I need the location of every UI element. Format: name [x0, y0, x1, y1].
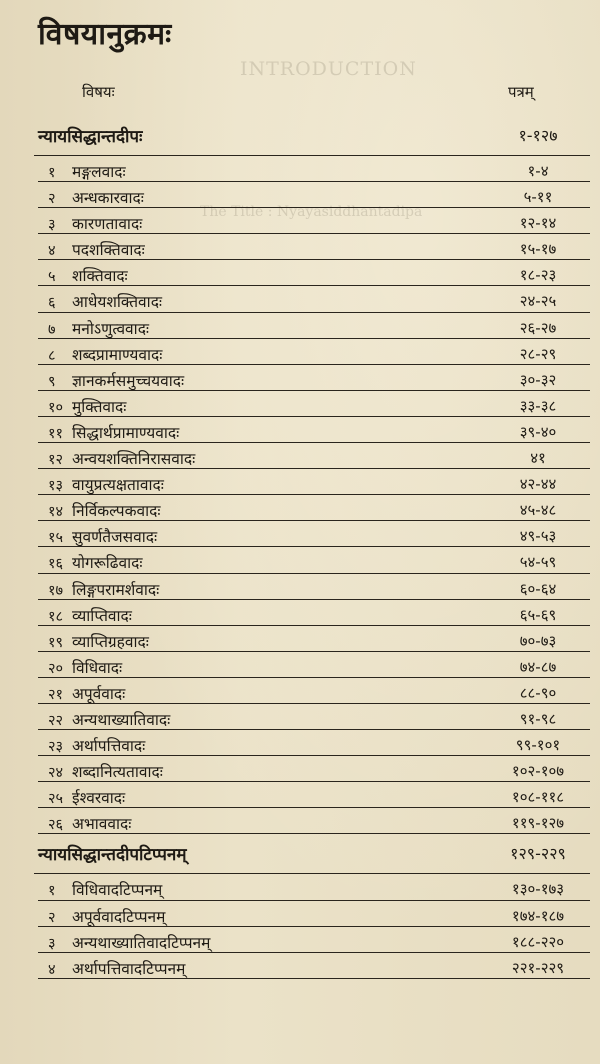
entry-number: १०: [48, 399, 64, 416]
entry-number: ३: [48, 217, 56, 234]
toc-entry: [0, 443, 600, 469]
subject-column-header: विषयः: [82, 83, 115, 101]
entry-number: ७: [48, 321, 56, 338]
entry-title: अर्थापत्तिवादटिप्पनम्: [72, 959, 186, 978]
section-heading: [0, 116, 600, 156]
entry-number: ४: [48, 243, 56, 260]
entry-title: आधेयशक्तिवादः: [72, 293, 163, 312]
entry-title: शक्तिवादः: [72, 267, 128, 286]
entry-title: अन्वयशक्तिनिरासवादः: [72, 450, 196, 469]
entry-pages: ५-११: [523, 188, 553, 207]
entry-number: २: [48, 191, 56, 208]
entry-title: सुवर्णतैजसवादः: [72, 528, 158, 547]
page-title: विषयानुक्रमः: [38, 17, 172, 52]
entry-pages: ९९-१०१: [515, 736, 561, 755]
toc-entry: [0, 286, 600, 312]
entry-pages: १८-२३: [519, 266, 557, 285]
entry-title: लिङ्गपरामर्शवादः: [72, 580, 160, 599]
entry-title: अर्थापत्तिवादः: [72, 737, 146, 756]
section-pages: १-१२७: [518, 126, 558, 145]
pages-column-header: पत्रम्: [508, 83, 534, 101]
toc-entry: [0, 704, 600, 730]
entry-number: ८: [48, 347, 56, 364]
entry-title: अन्धकारवादः: [72, 189, 144, 208]
entry-number: १४: [48, 504, 64, 521]
bleed-through-heading: INTRODUCTION: [240, 58, 417, 80]
entry-pages: ३९-४०: [519, 422, 557, 441]
entry-pages: ६५-६९: [519, 605, 557, 624]
entry-title: शब्दप्रामाण्यवादः: [72, 345, 163, 364]
toc-entry: [0, 808, 600, 834]
toc-entry: [0, 547, 600, 573]
entry-pages: ५४-५९: [519, 553, 557, 572]
section-pages: १२९-२२९: [510, 844, 566, 864]
entry-pages: ३०-३२: [519, 370, 557, 389]
toc-entry: [0, 521, 600, 547]
entry-title: वायुप्रत्यक्षतावादः: [72, 476, 164, 495]
entry-number: २२: [48, 712, 64, 729]
toc-entry: [0, 626, 600, 652]
entry-pages: ४५-४८: [519, 501, 557, 520]
toc-entry: [0, 730, 600, 756]
entry-pages: १२-१४: [519, 214, 557, 233]
entry-number: १६: [48, 556, 64, 573]
entry-title: अन्यथाख्यातिवादटिप्पनम्: [72, 933, 211, 952]
entry-title: योगरूढिवादः: [72, 554, 143, 573]
entry-pages: ४१: [530, 449, 546, 468]
entry-number: १: [48, 165, 56, 181]
section-title: न्यायसिद्धान्तदीपः: [38, 127, 143, 147]
entry-title: कारणतावादः: [72, 215, 143, 234]
entry-pages: ७४-८७: [519, 657, 557, 676]
entry-pages: १७४-१८७: [511, 906, 565, 925]
entry-pages: १०८-११८: [511, 788, 565, 807]
toc-entry: [0, 208, 600, 234]
row-divider: [38, 978, 590, 979]
bleed-through-subheading: The Title : Nyayasiddhantadipa: [200, 204, 423, 220]
entry-title: ईश्वरवादः: [72, 789, 126, 808]
toc-entry: [0, 652, 600, 678]
entry-pages: ४२-४४: [519, 475, 557, 494]
entry-number: २६: [48, 817, 64, 834]
entry-pages: २२१-२२९: [511, 958, 565, 977]
entry-pages: ४९-५३: [519, 527, 557, 546]
toc-entry: [0, 313, 600, 339]
entry-number: २४: [48, 765, 64, 782]
section-title: न्यायसिद्धान्तदीपटिप्पनम्: [38, 845, 187, 866]
entry-number: २: [48, 909, 56, 926]
entry-title: मुक्तिवादः: [72, 397, 127, 416]
toc-entry: [0, 927, 600, 953]
toc-entry: [0, 234, 600, 260]
entry-title: अन्यथाख्यातिवादः: [72, 710, 171, 729]
entry-pages: ३३-३८: [519, 396, 557, 415]
entry-pages: ६०-६४: [519, 579, 557, 598]
entry-title: अपूर्ववादः: [72, 684, 126, 703]
entry-pages: २४-२५: [519, 292, 557, 311]
entry-pages: ९१-९८: [519, 709, 557, 728]
entry-title: अपूर्ववादटिप्पनम्: [72, 907, 166, 926]
entry-title: सिद्धार्थप्रामाण्यवादः: [72, 423, 180, 442]
entry-number: ४: [48, 961, 56, 978]
entry-number: ६: [48, 295, 56, 312]
toc-entry: [0, 678, 600, 704]
entry-pages: २८-२९: [519, 344, 557, 363]
entry-title: व्याप्तिवादः: [72, 606, 132, 625]
entry-pages: १०२-१०७: [511, 762, 565, 781]
entry-number: १७: [48, 582, 64, 599]
toc-entry: [0, 260, 600, 286]
entry-pages: ८८-९०: [519, 683, 557, 702]
entry-number: २१: [48, 686, 64, 703]
toc-entry: [0, 600, 600, 626]
entry-number: २०: [48, 660, 64, 677]
entry-pages: १८८-२२०: [511, 932, 565, 951]
toc-entry: [0, 365, 600, 391]
entry-pages: ११९-१२७: [511, 814, 565, 833]
entry-number: ११: [48, 425, 64, 442]
entry-number: ३: [48, 935, 56, 952]
entry-number: २५: [48, 791, 64, 808]
toc-entry: [0, 495, 600, 521]
entry-pages: २६-२७: [519, 318, 557, 337]
toc-entry: [0, 874, 600, 900]
entry-title: पदशक्तिवादः: [72, 241, 145, 260]
entry-pages: १३०-१७३: [511, 880, 565, 899]
entry-pages: १-४: [527, 162, 549, 180]
entry-title: शब्दानित्यतावादः: [72, 763, 163, 782]
toc-entry: [0, 953, 600, 979]
toc-entry: [0, 469, 600, 495]
entry-number: १२: [48, 452, 64, 469]
entry-title: ज्ञानकर्मसमुच्चयवादः: [72, 371, 185, 390]
toc-entry: [0, 417, 600, 443]
entry-title: विधिवादटिप्पनम्: [72, 881, 163, 900]
entry-title: निर्विकल्पकवादः: [72, 502, 161, 521]
table-of-contents: [0, 116, 600, 979]
entry-title: व्याप्तिग्रहवादः: [72, 632, 149, 651]
toc-entry: [0, 574, 600, 600]
entry-number: ५: [48, 269, 56, 286]
entry-number: १८: [48, 608, 64, 625]
toc-entry: [0, 782, 600, 808]
section-heading: [0, 834, 600, 874]
entry-number: १३: [48, 478, 64, 495]
entry-title: अभाववादः: [72, 815, 132, 834]
entry-pages: ७०-७३: [519, 631, 557, 650]
toc-entry: [0, 182, 600, 208]
toc-entry: [0, 391, 600, 417]
entry-number: १५: [48, 530, 64, 547]
entry-title: मनोऽणुत्ववादः: [72, 319, 150, 338]
toc-entry: [0, 756, 600, 782]
entry-pages: १५-१७: [519, 240, 557, 259]
toc-entry: [0, 339, 600, 365]
entry-title: विधिवादः: [72, 658, 123, 677]
entry-title: मङ्गलवादः: [72, 163, 126, 181]
entry-number: २३: [48, 739, 64, 756]
entry-number: ९: [48, 373, 56, 390]
entry-number: १९: [48, 634, 64, 651]
toc-entry: [0, 156, 600, 182]
toc-entry: [0, 901, 600, 927]
entry-number: १: [48, 883, 56, 900]
